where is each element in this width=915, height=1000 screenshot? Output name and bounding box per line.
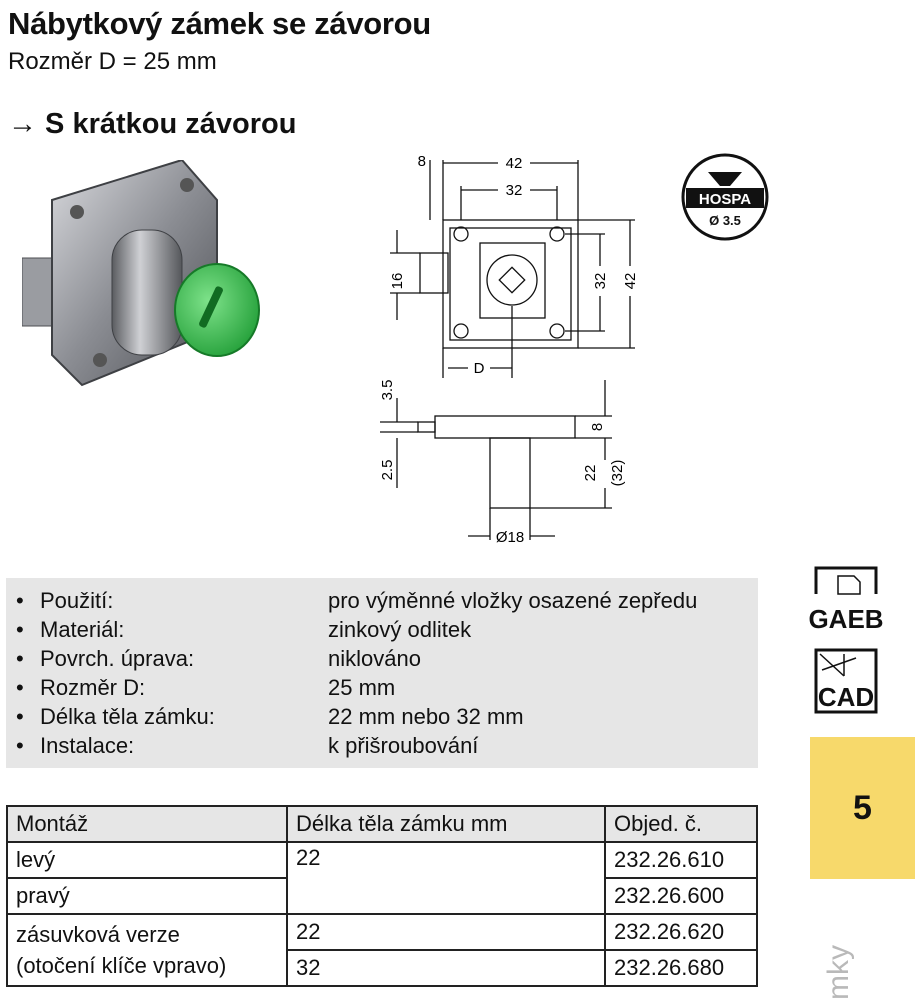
table-header: Objed. č. <box>605 806 757 842</box>
table-header: Délka těla zámku mm <box>287 806 605 842</box>
property-value: 25 mm <box>328 675 396 700</box>
page-subtitle: Rozměr D = 25 mm <box>8 48 217 75</box>
hospa-screw-icon <box>680 152 770 242</box>
section-heading: → S krátkou závorou <box>8 108 297 140</box>
dim-label: 32 <box>592 272 609 290</box>
technical-drawing <box>350 148 650 553</box>
dim-label: 22 <box>582 464 599 482</box>
table-row: pravý 232.26.600 <box>7 878 757 914</box>
dim-label: (32) <box>609 459 626 487</box>
dim-label: 16 <box>389 272 406 290</box>
table-row: levý 22 232.26.610 <box>7 842 757 878</box>
dim-label: 42 <box>622 272 639 290</box>
dim-label: Ø18 <box>495 529 525 546</box>
property-row: • Délka těla zámku: 22 mm nebo 32 mm <box>16 704 524 729</box>
dim-label: 2.5 <box>379 459 396 481</box>
property-row: • Použití: pro výměnné vložky osazené zepředu <box>16 588 698 613</box>
property-value: zinkový odlitek <box>328 617 472 642</box>
svg-text:GAEB: GAEB <box>808 604 884 634</box>
dim-label: 42 <box>505 155 523 172</box>
property-value: 22 mm nebo 32 mm <box>328 704 524 729</box>
property-value: pro výměnné vložky osazené zepředu <box>328 588 698 613</box>
order-table <box>6 805 758 987</box>
table-row: zásuvková verze (otočení klíče vpravo) 22 232.26.620 <box>7 914 757 950</box>
chapter-vertical-text: mky <box>822 945 855 1000</box>
svg-text:HOSPA: HOSPA <box>698 191 752 208</box>
dim-label: 8 <box>589 422 606 432</box>
property-key: Materiál: <box>40 617 125 642</box>
lock-photo <box>22 160 267 390</box>
property-value: niklováno <box>328 646 421 671</box>
property-key: Instalace: <box>40 733 135 758</box>
table-row: 32 232.26.680 <box>7 950 757 986</box>
dim-label: 32 <box>505 182 523 199</box>
svg-text:Ø 3.5: Ø 3.5 <box>709 213 741 228</box>
chapter-tab[interactable]: 5 <box>810 737 915 879</box>
dim-label: D <box>473 360 485 377</box>
properties-list <box>6 578 758 768</box>
property-row: • Rozměr D: 25 mm <box>16 675 396 700</box>
property-key: Rozměr D: <box>40 675 146 700</box>
dim-label: 3.5 <box>379 379 396 401</box>
property-row: • Povrch. úprava: niklováno <box>16 646 421 671</box>
property-row: • Instalace: k přišroubování <box>16 733 479 758</box>
svg-text:CAD: CAD <box>817 682 875 712</box>
property-row: • Materiál: zinkový odlitek <box>16 617 472 642</box>
property-key: Povrch. úprava: <box>40 646 195 671</box>
property-key: Délka těla zámku: <box>40 704 215 729</box>
gaeb-icon[interactable] <box>808 564 884 634</box>
property-value: k přišroubování <box>328 733 479 758</box>
cad-icon[interactable] <box>808 646 884 718</box>
property-key: Použití: <box>40 588 114 613</box>
dim-label: 8 <box>417 153 426 170</box>
page-title: Nábytkový zámek se závorou <box>8 6 431 41</box>
table-header: Montáž <box>7 806 287 842</box>
